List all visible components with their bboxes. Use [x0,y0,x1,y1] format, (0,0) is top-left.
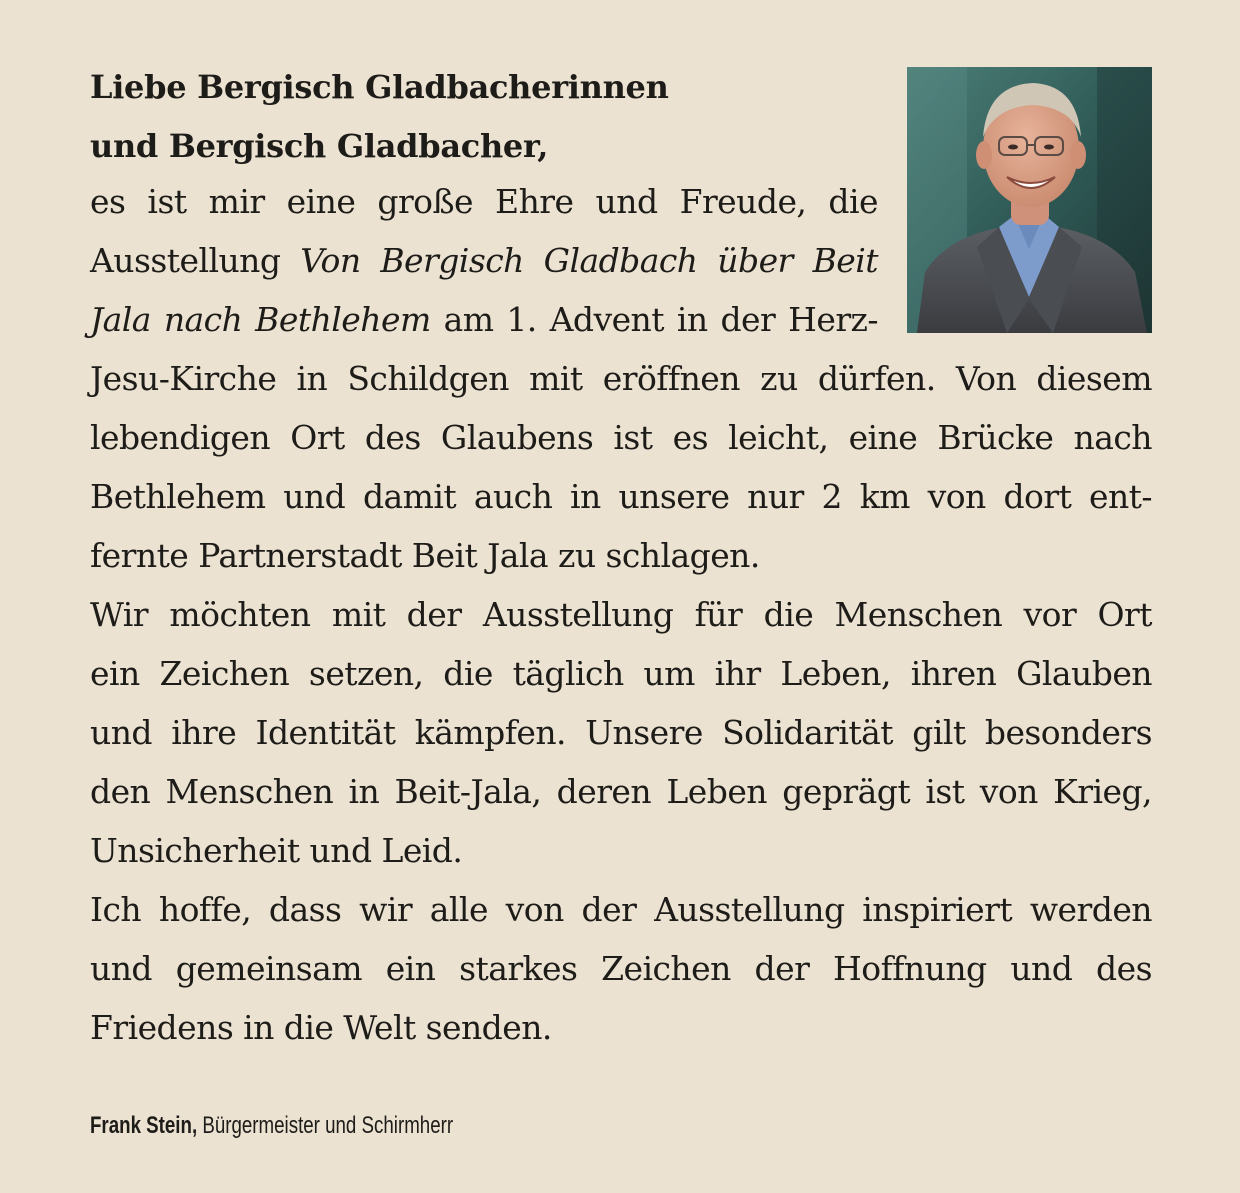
body-line: es ist mir eine große Ehre und Freude, die [90,182,878,221]
body-line: Wir möchten mit der Ausstellung für die Menschen vor Ort [90,595,1152,634]
body-line: den Menschen in Beit-Jala, deren Leben geprägt ist von Krieg, [90,772,1152,811]
body-line: Jesu-Kirche in Schildgen mit eröffnen zu dürfen. Von diesem [90,359,1152,398]
body-text: am 1. Advent in der Herz- [430,300,878,339]
salutation [90,58,890,176]
body-line: fernte Partnerstadt Beit Jala zu schlagen. [90,536,760,575]
body-line: ein Zeichen setzen, die täglich um ihr Leben, ihren Glauben [90,654,1152,693]
signature-name: Frank Stein, [90,1112,198,1139]
salutation-line-1: Liebe Bergisch Gladbacherinnen [90,68,669,106]
signature-role: Bürgermeister und Schirmherr [197,1112,454,1139]
exhibition-title: Von Bergisch Gladbach über Beit [300,241,878,280]
body-line [90,231,878,290]
body-line: Unsicherheit und Leid. [90,831,463,870]
exhibition-title: Jala nach Bethlehem [90,300,431,339]
body-line: lebendigen Ort des Glaubens ist es leicht, eine Brücke nach [90,418,1152,457]
signature [90,1112,453,1140]
body-text: Ausstellung [90,241,301,280]
body-line: Friedens in die Welt senden. [90,1008,552,1047]
body-line: Bethlehem und damit auch in unsere nur 2 km von dort ent- [90,477,1152,516]
letter-body [90,172,1152,1057]
body-line: und ihre Identität kämpfen. Unsere Solidarität gilt besonders [90,713,1152,752]
body-line: und gemeinsam ein starkes Zeichen der Hoffnung und des [90,949,1152,988]
salutation-line-2: und Bergisch Gladbacher, [90,127,549,165]
body-line: Ich hoffe, dass wir alle von der Ausstellung inspiriert werden [90,890,1152,929]
body-line [90,290,878,349]
